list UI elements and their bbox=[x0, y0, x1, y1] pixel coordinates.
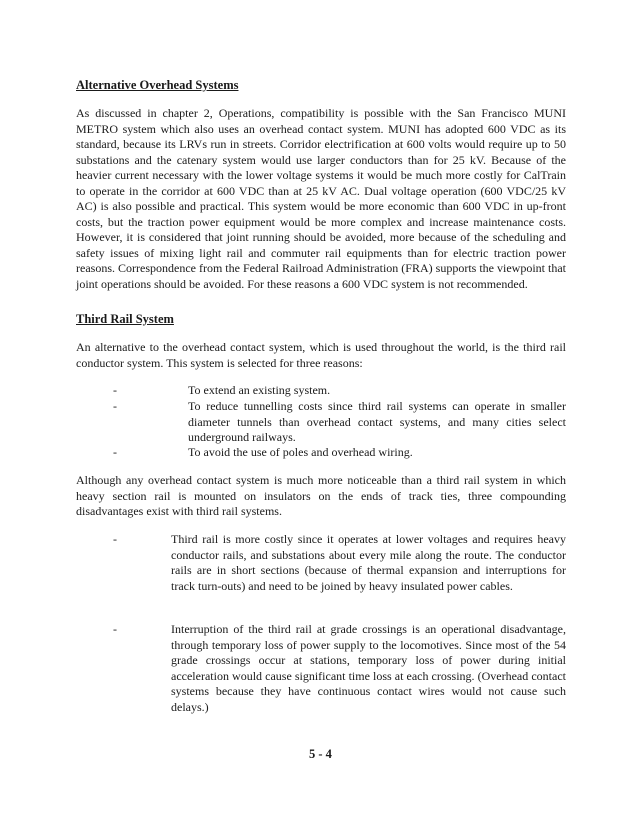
section-heading-alternative-overhead: Alternative Overhead Systems bbox=[76, 78, 239, 92]
paragraph-third-rail-intro: An alternative to the overhead contact system, which is used throughout the world, is the third rail conductor system. This system is selected for three reasons: bbox=[76, 340, 566, 370]
disadvantage-text: Interruption of the third rail at grade crossings is an operational disadvantage, through temporary loss of power supply to the locomotives. Since most of the 54 grade crossings occur at stations, temporary loss of power during initial acceleration would cause significant time loss at each crossing. (Overhead contact systems because they have continuous contact wires would not cause such delays.) bbox=[171, 622, 566, 714]
page-number: 5 - 4 bbox=[309, 747, 332, 761]
reason-text: To reduce tunnelling costs since third rail systems can operate in smaller diameter tunnels than overhead contact systems, and many cities select underground railways. bbox=[188, 399, 566, 444]
paragraph-third-rail-transition: Although any overhead contact system is much more noticeable than a third rail system in which heavy section rail is mounted on insulators on the ends of track ties, three compounding disadvantages exist with third rail systems. bbox=[76, 473, 566, 518]
bullet-dash: - bbox=[113, 383, 117, 397]
reason-text: To extend an existing system. bbox=[188, 383, 331, 397]
disadvantage-text: Third rail is more costly since it operates at lower voltages and requires heavy conductor rails, and substations about every mile along the route. The conductor rails are in short sections (because of thermal expansion and interruptions for track turn-outs) and need to be joined by heavy insulated power cables. bbox=[171, 532, 566, 593]
bullet-dash: - bbox=[113, 622, 117, 636]
bullet-dash: - bbox=[113, 399, 117, 413]
reason-text: To avoid the use of poles and overhead wiring. bbox=[188, 445, 413, 459]
paragraph-alternative-overhead: As discussed in chapter 2, Operations, compatibility is possible with the San Francisco MUNI METRO system which also uses an overhead contact system. MUNI has adopted 600 VDC as its standard, because its LRVs run in streets. Corridor electrification at 600 volts would require up to 50 substations and the catenary system would use larger conductors than for 25 kV. Because of the heavier current necessary with the lower voltage systems it would be much more costly for CalTrain to operate in the corridor at 600 VDC than at 25 kV AC. Dual voltage operation (600 VDC/25 kV AC) is also possible and practical. This system would be more economic than 600 VDC in up-front costs, but the traction power equipment would be more complex and increase maintenance costs. However, it is considered that joint running should be avoided, more because of the scheduling and safety issues of mixing light rail and commuter rail equipments than for electric traction power reasons. Correspondence from the Federal Railroad Administration (FRA) supports the viewpoint that joint operations should be avoided. For these reasons a 600 VDC system is not recommended. bbox=[76, 106, 566, 291]
section-heading-third-rail: Third Rail System bbox=[76, 312, 174, 326]
bullet-dash: - bbox=[113, 445, 117, 459]
bullet-dash: - bbox=[113, 532, 117, 546]
